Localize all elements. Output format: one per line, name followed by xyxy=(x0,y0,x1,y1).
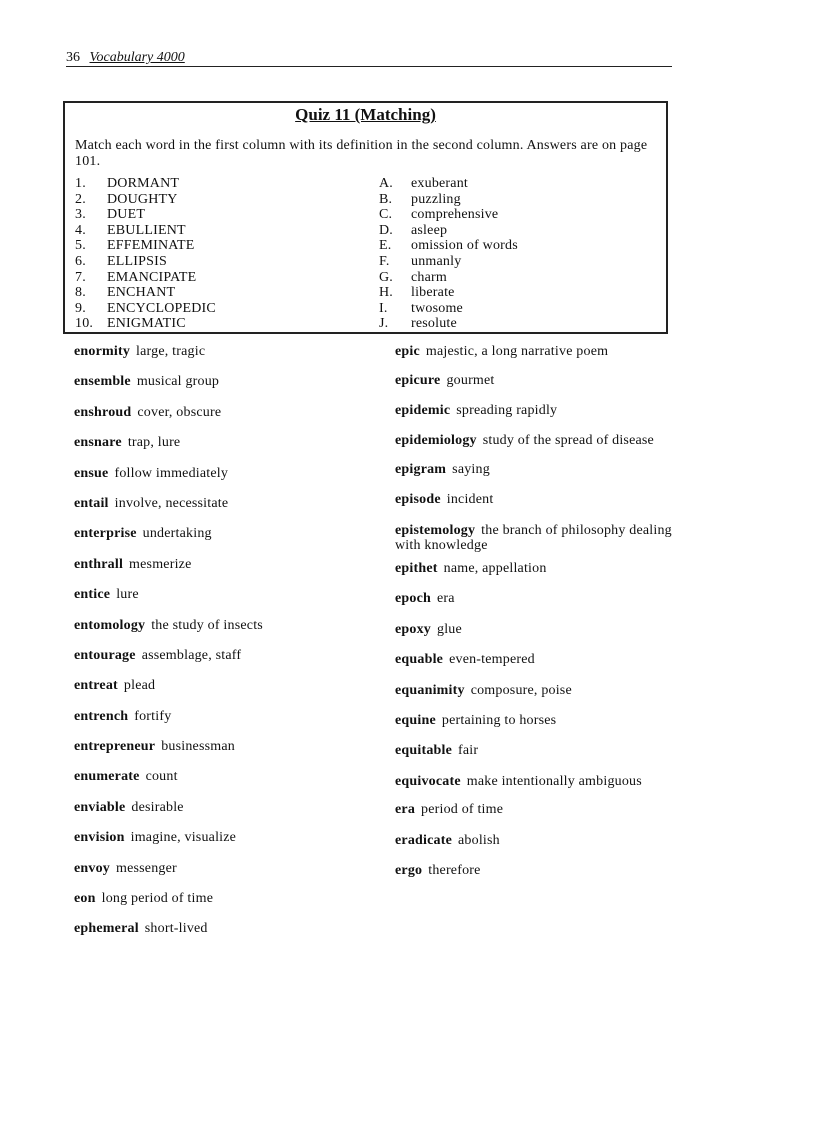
glossary-entry xyxy=(74,800,384,820)
quiz-definition: twosome xyxy=(411,300,463,316)
quiz-word-item xyxy=(75,207,375,223)
glossary-definition: pertaining to horses xyxy=(441,713,557,729)
glossary-definition: count xyxy=(145,769,178,785)
glossary-term: epic xyxy=(395,344,420,359)
glossary-definition: name, appellation xyxy=(443,561,547,577)
glossary-entry xyxy=(74,678,384,698)
glossary-term: entail xyxy=(74,495,109,511)
quiz-word-number: 3. xyxy=(75,207,86,223)
quiz-word-item xyxy=(75,254,375,270)
glossary-entry xyxy=(395,492,680,512)
glossary-definition: majestic, a long narrative poem xyxy=(425,344,609,359)
glossary-term: eradicate xyxy=(395,832,452,848)
glossary-definition: study of the spread of disease xyxy=(482,433,654,449)
glossary-term: epoxy xyxy=(395,621,431,637)
page-number: 36 xyxy=(66,50,80,65)
quiz-definition: asleep xyxy=(411,222,448,238)
glossary-entry xyxy=(74,618,384,638)
quiz-definition: charm xyxy=(411,269,447,285)
quiz-word: EFFEMINATE xyxy=(107,238,195,254)
glossary-term: entourage xyxy=(74,647,136,663)
quiz-definition-item xyxy=(379,270,659,286)
glossary-entry xyxy=(74,526,384,546)
quiz-definition-item xyxy=(379,254,659,270)
glossary-entry xyxy=(74,830,384,850)
glossary-term: equanimity xyxy=(395,682,465,698)
quiz-definition-item xyxy=(379,207,659,223)
glossary-term: entomology xyxy=(74,617,146,633)
glossary-entry xyxy=(74,739,384,759)
quiz-title: Quiz 11 (Matching) xyxy=(295,105,436,124)
quiz-word: EMANCIPATE xyxy=(107,269,197,285)
glossary-definition: large, tragic xyxy=(136,344,206,359)
quiz-word-number: 8. xyxy=(75,285,86,301)
quiz-definition-letter: J. xyxy=(379,316,389,332)
quiz-definition-letter: F. xyxy=(379,253,390,269)
glossary-entry xyxy=(395,433,680,453)
glossary-column-right xyxy=(395,344,680,893)
glossary-entry xyxy=(395,802,680,822)
quiz-definition-item xyxy=(379,238,659,254)
quiz-definition: exuberant xyxy=(411,176,468,191)
glossary-definition: involve, necessitate xyxy=(114,495,229,511)
quiz-definition: resolute xyxy=(411,316,457,332)
glossary-entry xyxy=(395,462,680,482)
quiz-word-item xyxy=(75,176,375,192)
glossary-entry xyxy=(395,774,680,794)
quiz-word: ELLIPSIS xyxy=(107,253,167,269)
glossary-entry xyxy=(395,344,680,364)
quiz-word-number: 6. xyxy=(75,253,86,269)
quiz-definition-letter: G. xyxy=(379,269,394,285)
glossary-entry xyxy=(74,769,384,789)
glossary-entry xyxy=(395,622,680,642)
glossary-definition: short-lived xyxy=(144,921,208,937)
glossary-column-left xyxy=(74,344,384,952)
glossary-term: epigram xyxy=(395,461,447,477)
glossary-definition: assemblage, staff xyxy=(141,647,242,663)
glossary-definition: desirable xyxy=(131,799,184,815)
quiz-definition-item xyxy=(379,301,659,317)
glossary-entry xyxy=(395,561,680,581)
glossary-definition: saying xyxy=(452,461,490,477)
glossary-definition: musical group xyxy=(136,374,220,390)
glossary-term: ensemble xyxy=(74,374,131,390)
glossary-definition: messenger xyxy=(116,860,177,876)
glossary-term: enviable xyxy=(74,799,126,815)
page-header xyxy=(66,49,672,67)
quiz-definition: omission of words xyxy=(411,238,518,254)
glossary-term: epicure xyxy=(395,372,441,388)
quiz-word: ENCHANT xyxy=(107,285,176,301)
glossary-definition: gourmet xyxy=(446,372,495,388)
glossary-definition: abolish xyxy=(458,832,500,848)
glossary-entry xyxy=(74,921,384,941)
glossary-term: episode xyxy=(395,492,441,508)
glossary-definition: composure, poise xyxy=(470,682,572,698)
quiz-word-number: 5. xyxy=(75,238,86,254)
quiz-word-item xyxy=(75,238,375,254)
glossary-term: entrepreneur xyxy=(74,739,156,755)
glossary-definition: spreading rapidly xyxy=(456,402,558,418)
glossary-term: equine xyxy=(395,713,436,729)
quiz-definition-letter: A. xyxy=(379,176,394,191)
quiz-definition-letter: E. xyxy=(379,238,392,254)
quiz-definition-list xyxy=(379,176,659,332)
quiz-definition-item xyxy=(379,223,659,239)
glossary-term: enshroud xyxy=(74,404,132,420)
quiz-word-item xyxy=(75,316,375,332)
glossary-term: enumerate xyxy=(74,769,140,785)
glossary-entry xyxy=(395,713,680,733)
quiz-definition-letter: D. xyxy=(379,222,394,238)
glossary-definition: follow immediately xyxy=(114,465,229,481)
glossary-term: eon xyxy=(74,891,96,907)
glossary-definition: the branch of philosophy dealing with knowledge xyxy=(395,522,672,553)
quiz-word-item xyxy=(75,192,375,208)
glossary-entry xyxy=(395,652,680,672)
glossary-entry xyxy=(74,466,384,486)
glossary-term: ensnare xyxy=(74,435,122,451)
glossary-definition: long period of time xyxy=(101,891,214,907)
quiz-word: ENCYCLOPEDIC xyxy=(107,300,216,316)
glossary-term: epithet xyxy=(395,561,438,577)
glossary-definition: even-tempered xyxy=(449,652,535,668)
quiz-definition-item xyxy=(379,176,659,192)
glossary-term: ergo xyxy=(395,863,423,879)
book-title: Vocabulary 4000 xyxy=(89,50,185,65)
glossary-definition: period of time xyxy=(421,802,504,818)
glossary-term: ensue xyxy=(74,465,109,481)
quiz-definition: comprehensive xyxy=(411,207,499,223)
quiz-definition-letter: I. xyxy=(379,300,388,316)
glossary-definition: imagine, visualize xyxy=(130,830,237,846)
glossary-definition: cover, obscure xyxy=(137,404,222,420)
glossary-term: equitable xyxy=(395,743,453,759)
quiz-definition-item xyxy=(379,316,659,332)
glossary-term: envision xyxy=(74,830,125,846)
glossary-definition: businessman xyxy=(161,739,235,755)
glossary-definition: incident xyxy=(446,492,494,508)
glossary-term: enterprise xyxy=(74,526,137,542)
quiz-word-item xyxy=(75,223,375,239)
glossary-entry xyxy=(74,557,384,577)
quiz-word: DORMANT xyxy=(107,176,180,191)
glossary-entry xyxy=(74,709,384,729)
glossary-definition: therefore xyxy=(428,863,481,879)
glossary-definition: era xyxy=(437,591,455,607)
glossary-term: era xyxy=(395,802,416,818)
quiz-definition-item xyxy=(379,285,659,301)
glossary-entry xyxy=(74,344,384,364)
quiz-word-number: 7. xyxy=(75,269,86,285)
glossary-entry xyxy=(74,648,384,668)
glossary-term: enthrall xyxy=(74,556,124,572)
glossary-entry xyxy=(395,591,680,611)
quiz-word-number: 1. xyxy=(75,176,86,191)
quiz-definition-letter: B. xyxy=(379,191,393,207)
quiz-word-list xyxy=(75,176,375,332)
glossary-definition: glue xyxy=(437,621,462,637)
glossary-definition: mesmerize xyxy=(129,556,192,572)
quiz-definition-letter: C. xyxy=(379,207,393,223)
glossary-entry xyxy=(74,587,384,607)
glossary-term: epidemic xyxy=(395,402,451,418)
glossary-entry xyxy=(395,683,680,703)
glossary-definition: lure xyxy=(116,587,139,603)
glossary-entry xyxy=(395,373,680,393)
quiz-word: DOUGHTY xyxy=(107,191,178,207)
glossary-entry xyxy=(74,496,384,516)
glossary-entry xyxy=(395,863,680,883)
glossary-term: entice xyxy=(74,587,111,603)
glossary-entry xyxy=(395,523,680,553)
glossary-definition: make intentionally ambiguous xyxy=(466,773,642,789)
quiz-word-number: 4. xyxy=(75,222,86,238)
glossary-definition: undertaking xyxy=(142,526,212,542)
glossary-term: epoch xyxy=(395,591,431,607)
glossary-term: equivocate xyxy=(395,773,461,789)
glossary-term: ephemeral xyxy=(74,921,139,937)
quiz-word-number: 9. xyxy=(75,300,86,316)
quiz-word-item xyxy=(75,270,375,286)
glossary-entry xyxy=(74,405,384,425)
glossary-definition: plead xyxy=(123,678,156,694)
glossary-term: entreat xyxy=(74,678,118,694)
quiz-instructions: Match each word in the first column with its definition in the second column. Answers are on page 101. xyxy=(75,138,648,169)
glossary-definition: fortify xyxy=(134,708,172,724)
quiz-definition-item xyxy=(379,192,659,208)
glossary-term: equable xyxy=(395,652,444,668)
quiz-word: ENIGMATIC xyxy=(107,316,186,332)
glossary-entry xyxy=(74,374,384,394)
quiz-definition: unmanly xyxy=(411,253,462,269)
quiz-word-item xyxy=(75,285,375,301)
quiz-definition-letter: H. xyxy=(379,285,394,301)
glossary-entry xyxy=(74,861,384,881)
quiz-word-item xyxy=(75,301,375,317)
quiz-box xyxy=(63,101,668,334)
glossary-term: epistemology xyxy=(395,522,476,538)
glossary-term: epidemiology xyxy=(395,433,477,449)
glossary-entry xyxy=(395,403,680,423)
glossary-term: envoy xyxy=(74,860,110,876)
glossary-entry xyxy=(74,891,384,911)
glossary-definition: trap, lure xyxy=(127,435,181,451)
quiz-definition: liberate xyxy=(411,285,455,301)
glossary-entry xyxy=(74,435,384,455)
glossary-term: enormity xyxy=(74,344,131,359)
quiz-word-number: 2. xyxy=(75,191,86,207)
glossary-term: entrench xyxy=(74,708,129,724)
glossary-definition: fair xyxy=(458,743,479,759)
quiz-word: EBULLIENT xyxy=(107,222,186,238)
quiz-word-number: 10. xyxy=(75,316,94,332)
quiz-word: DUET xyxy=(107,207,146,223)
glossary-entry xyxy=(395,743,680,763)
quiz-definition: puzzling xyxy=(411,191,461,207)
glossary-entry xyxy=(395,833,680,853)
glossary-definition: the study of insects xyxy=(151,617,263,633)
